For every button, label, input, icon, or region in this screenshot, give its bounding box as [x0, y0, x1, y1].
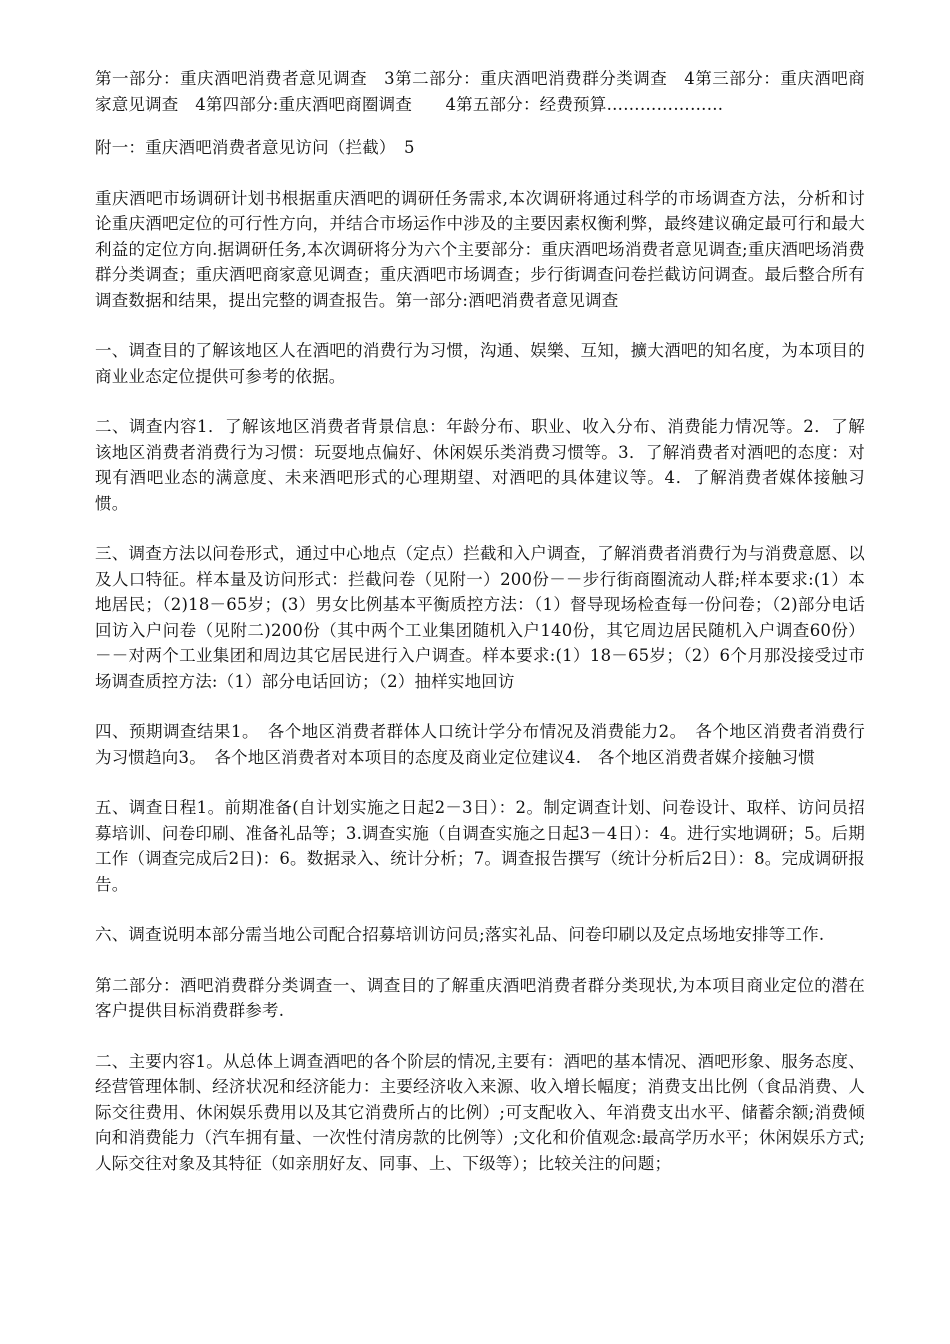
section-1-expected-results: 四、预期调查结果1。 各个地区消费者群体人口统计学分布情况及消费能力2。 各个地区消费者消费行为习惯趋向3。 各个地区消费者对本项目的态度及商业定位建议4. 各个地区消费者媒介接触习惯: [95, 722, 865, 767]
section-1-purpose: 一、调查目的了解该地区人在酒吧的消费行为习惯，沟通、娱樂、互知，擴大酒吧的知名度，为本项目的商业业态定位提供可参考的依据。: [95, 341, 865, 386]
table-of-contents: 第一部分：重庆酒吧消费者意见调查 3第二部分：重庆酒吧消费群分类调查 4第三部分：重庆酒吧商家意见调查 4第四部分:重庆酒吧商圈调查 4第五部分：经费预算…………………: [95, 69, 865, 114]
intro-paragraph: 重庆酒吧市场调研计划书根据重庆酒吧的调研任务需求,本次调研将通过科学的市场调查方法，分析和讨论重庆酒吧定位的可行性方向，并结合市场运作中涉及的主要因素权衡利弊，最终建议确定最可行和最大利益的定位方向.据调研任务,本次调研将分为六个主要部分：重庆酒吧场消费者意见调查;重庆酒吧场消费群分类调查；重庆酒吧商家意见调查；重庆酒吧市场调查；步行街调查问卷拦截访问调查。最后整合所有调查数据和结果，提出完整的调查报告。第一部分:酒吧消费者意见调查: [95, 188, 865, 310]
document-page: [95, 66, 865, 1201]
section-1-notes: 六、调查说明本部分需当地公司配合招募培训访问员;落实礼品、问卷印刷以及定点场地安排等工作.: [95, 925, 825, 944]
section-2-content: 二、主要内容1。从总体上调查酒吧的各个阶层的情况,主要有：酒吧的基本情况、酒吧形象、服务态度、经营管理体制、经济状况和经济能力：主要经济收入来源、收入增长幅度；消费支出比例（食品消费、人际交往费用、休闲娱乐费用以及其它消费所占的比例）;可支配收入、年消费支出水平、储蓄余额;消费倾向和消费能力（汽车拥有量、一次性付清房款的比例等）;文化和价值观念:最高学历水平；休闲娱乐方式;人际交往对象及其特征（如亲朋好友、同事、上、下级等）；比较关注的问题；: [95, 1051, 865, 1173]
section-2-purpose: 第二部分：酒吧消费群分类调查一、调查目的了解重庆酒吧消费者群分类现状,为本项目商业定位的潜在客户提供目标消费群参考.: [95, 975, 865, 1020]
appendix-heading: 附一：重庆酒吧消费者意见访问（拦截） 5: [95, 138, 415, 157]
section-1-schedule: 五、调查日程1。前期准备(自计划实施之日起2－3日）：2。制定调查计划、问卷设计、取样、访问员招募培训、问卷印刷、准备礼品等；3.调查实施（自调查实施之日起3－4日）：4。进行实地调研；5。后期工作（调查完成后2日)：6。数据录入、统计分析；7。调查报告撰写（统计分析后2日）：8。完成调研报告。: [95, 798, 865, 894]
section-1-method: 三、调查方法以问卷形式，通过中心地点（定点）拦截和入户调查，了解消费者消费行为与消费意愿、以及人口特征。样本量及访问形式：拦截问卷（见附一）200份－－步行街商圈流动人群;样本要求:(1）本地居民；（2)18－65岁；(3）男女比例基本平衡质控方法：（1）督导现场检查每一份问卷；（2)部分电话回访入户问卷（见附二)200份（其中两个工业集团随机入户140份，其它周边居民随机入户调查60份）－－对两个工业集团和周边其它居民进行入户调查。样本要求:(1）18－65岁；（2）6个月那没接受过市场调查质控方法:（1）部分电话回访；（2）抽样实地回访: [95, 544, 865, 691]
section-1-content: 二、调查内容1．了解该地区消费者背景信息：年龄分布、职业、收入分布、消费能力情况等。2．了解该地区消费者消费行为习惯：玩耍地点偏好、休闲娱乐类消费习惯等。3．了解消费者对酒吧的态度：对现有酒吧业态的满意度、未来酒吧形式的心理期望、对酒吧的具体建议等。4．了解消费者媒体接触习惯。: [95, 417, 865, 513]
